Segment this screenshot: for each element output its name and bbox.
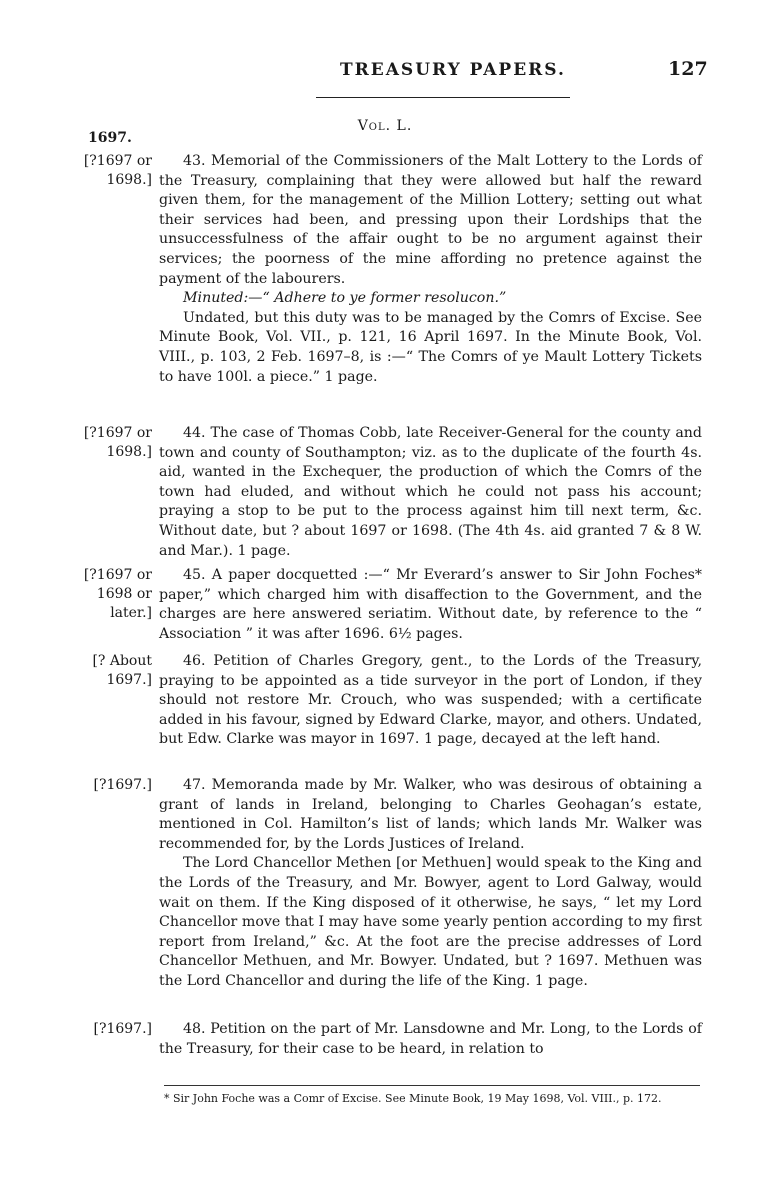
footnote-rule [164, 1085, 700, 1086]
entry-paragraph: Minuted:—“ Adhere to ye former resolucon.” [183, 290, 507, 307]
volume-heading: Vol. L. [357, 118, 413, 134]
entry-date: [?1697 or 1698.] [83, 425, 152, 460]
page-number: 127 [668, 58, 708, 80]
entry-paragraph: 46. Petition of Charles Gregory, gent., to the Lords of the Treasury, praying to be appointed as a tide surveyor in the port of London, if they should not restore Mr. Crouch, who was suspended; with a certificate added in his favour, signed by Edward Clarke, mayor, and others. Undated, but Edw. Clarke was mayor in 1697. 1 page, decayed at the left hand. [159, 653, 702, 748]
entry-date: [?1697.] [93, 1021, 152, 1037]
entry-text [159, 424, 702, 561]
running-head: TREASURY PAPERS. [340, 60, 566, 80]
entry-date: [?1697.] [93, 777, 152, 793]
page-header [0, 60, 770, 90]
entry-text [159, 652, 702, 750]
entry-paragraph: 47. Memoranda made by Mr. Walker, who was desirous of obtaining a grant of lands in Ireland, belonging to Charles Geohagan’s estate, mentioned in Col. Hamilton’s list of lands; which lands Mr. Walker was recommended for, by the Lords Justices of Ireland. [159, 777, 702, 852]
entry-paragraph: 43. Memorial of the Commissioners of the Malt Lottery to the Lords of the Treasury, complaining that they were allowed but half the reward given them, for the management of the Million Lottery; setting out what their services had been, and pressing upon their Lordships that the unsuccessfulness of the affair ought to be no argument against their services; the poorness of the mine affording no pretence against the payment of the labourers. [159, 153, 702, 287]
entry-paragraph: 45. A paper docquetted :—“ Mr Everard’s answer to Sir John Foches* paper,” which charged him with disaffection to the Government, and the charges are here answered seriatim. Without date, by reference to the “ Association ” it was after 1696. 6½ pages. [159, 567, 702, 642]
footnote: * Sir John Foche was a Comr of Excise. See Minute Book, 19 May 1698, Vol. VIII., p. 172. [164, 1092, 662, 1105]
entry-date: [? About 1697.] [92, 653, 152, 688]
entry-date: [?1697 or 1698.] [83, 153, 152, 188]
entry-paragraph: 44. The case of Thomas Cobb, late Receiver-General for the county and town and county of Southampton; viz. as to the duplicate of the fourth 4s. aid, wanted in the Exchequer, the production of which the Comrs of the town had eluded, and without which he could not pass his account; praying a stop to be put to the process against him till next term, &c. Without date, but ? about 1697 or 1698. (The 4th 4s. aid granted 7 & 8 W. and Mar.). 1 page. [159, 425, 702, 559]
entry-date: [?1697 or 1698 or later.] [83, 567, 152, 621]
entry-paragraph: Undated, but this duty was to be managed by the Comrs of Excise. See Minute Book, Vol. VII., p. 121, 16 April 1697. In the Minute Book, Vol. VIII., p. 103, 2 Feb. 1697–8, is :—“ The Comrs of ye Mault Lottery Tickets to have 100l. a piece.” 1 page. [159, 309, 702, 385]
entry-text [159, 776, 702, 992]
entry-text [159, 1020, 702, 1059]
year-heading: 1697. [88, 130, 132, 146]
entry-text [159, 566, 702, 644]
entry-paragraph: The Lord Chancellor Methen [or Methuen] would speak to the King and the Lords of the Treasury, and Mr. Bowyer, agent to Lord Galway, would wait on them. If the King disposed of it otherwise, he says, “ let my Lord Chancellor move that I may have some yearly pention according to my first report from Ireland,” &c. At the foot are the precise addresses of Lord Chancellor Methuen, and Mr. Bowyer. Undated, but ? 1697. Methuen was the Lord Chancellor and during the life of the King. 1 page. [159, 855, 702, 989]
entry-paragraph: 48. Petition on the part of Mr. Lansdowne and Mr. Long, to the Lords of the Treasury, for their case to be heard, in relation to [159, 1021, 702, 1057]
header-rule [316, 97, 570, 98]
entry-text [159, 152, 702, 387]
